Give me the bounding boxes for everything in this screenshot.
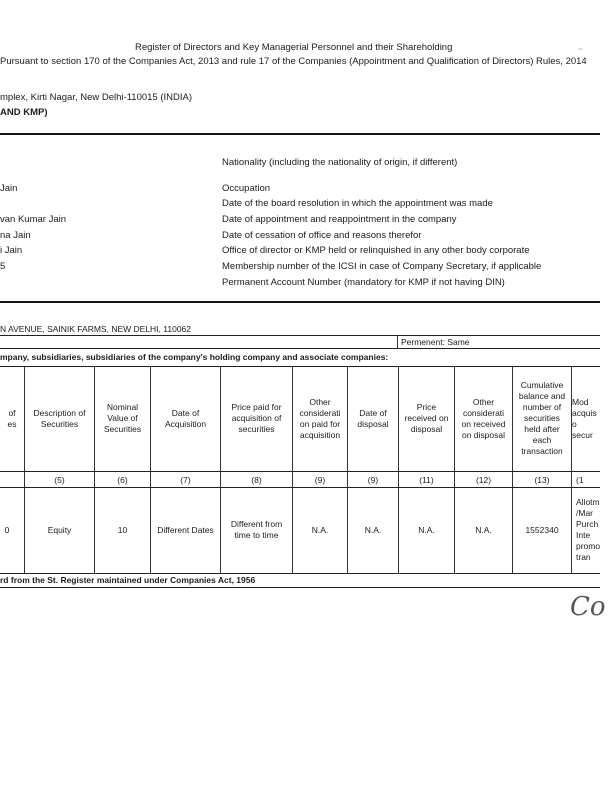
footer-note: rd from the St. Register maintained under Companies Act, 1956 bbox=[0, 575, 256, 585]
company-address: mplex, Kirti Nagar, New Delhi-110015 (INDIA) bbox=[0, 92, 193, 103]
scribble-mark: ~ bbox=[578, 44, 584, 54]
header-cell: Date of Acquisition bbox=[164, 407, 207, 429]
table-cell: Allotm /Mar Purch Inte promo tran bbox=[576, 497, 601, 562]
column-number: (12) bbox=[475, 475, 492, 485]
address-rule bbox=[0, 335, 600, 336]
column-number: (9) bbox=[314, 475, 326, 485]
header-cell: Other considerati on received on disposal bbox=[461, 396, 506, 440]
section-heading: AND KMP) bbox=[0, 107, 48, 118]
header-cell: Price paid for acquisition of securities bbox=[231, 402, 282, 434]
column-number: (7) bbox=[180, 475, 191, 485]
label-other-office: Office of director or KMP held or relinquished in any other body corporate bbox=[222, 245, 530, 256]
securities-heading: mpany, subsidiaries, subsidiaries of the company's holding company and associate companies: bbox=[0, 352, 389, 362]
name-fragment-1: Jain bbox=[0, 183, 18, 194]
table-cell: N.A. bbox=[418, 524, 435, 535]
residential-address: N AVENUE, SAINIK FARMS, NEW DELHI, 110062 bbox=[0, 324, 191, 334]
header-cell: Other considerati on paid for acquisition bbox=[299, 396, 341, 440]
name-fragment-3: na Jain bbox=[0, 230, 31, 241]
header-cell: Cumulative balance and number of securities held after each transaction bbox=[518, 380, 566, 456]
header-bottom-rule bbox=[0, 471, 600, 472]
header-cell: Nominal Value of Securities bbox=[103, 402, 142, 434]
label-board-resolution: Date of the board resolution in which the appointment was made bbox=[222, 198, 493, 209]
header-cell: Mod acquis o secur bbox=[572, 396, 597, 440]
label-occupation: Occupation bbox=[222, 183, 271, 194]
permanent-address: Permenent: Same bbox=[401, 337, 470, 347]
label-nationality: Nationality (including the nationality of origin, if different) bbox=[222, 157, 458, 168]
table-cell: 0 bbox=[4, 524, 10, 535]
name-fragment-4: i Jain bbox=[0, 245, 23, 256]
column-number: (11) bbox=[419, 475, 434, 485]
column-number: (9) bbox=[367, 475, 379, 485]
footer-rule bbox=[0, 587, 600, 588]
handwritten-note: Co bbox=[570, 592, 606, 622]
table-cell: N.A. bbox=[311, 524, 329, 535]
table-cell: Different Dates bbox=[157, 524, 214, 535]
column-number: (1 bbox=[576, 475, 584, 485]
table-cell: 1552340 bbox=[525, 524, 559, 535]
name-fragment-2: van Kumar Jain bbox=[0, 214, 67, 225]
register-title: Register of Directors and Key Managerial Personnel and their Shareholding bbox=[135, 42, 453, 53]
permanent-divider bbox=[397, 335, 398, 348]
name-fragment-5: 5 bbox=[0, 261, 6, 272]
register-subtitle: Pursuant to section 170 of the Companies Act, 2013 and rule 17 of the Companies (Appointment and Qualification of Directors) Rules, 2014 bbox=[0, 56, 587, 67]
label-membership: Membership number of the ICSI in case of Company Secretary, if applicable bbox=[222, 261, 542, 272]
label-pan: Permanent Account Number (mandatory for KMP if not having DIN) bbox=[222, 277, 505, 288]
header-cell: Date of disposal bbox=[357, 407, 389, 429]
header-cell: Price received on disposal bbox=[404, 402, 449, 434]
label-cessation: Date of cessation of office and reasons therefor bbox=[222, 230, 422, 241]
table-cell: N.A. bbox=[364, 524, 382, 535]
table-cell: Different from time to time bbox=[230, 519, 283, 540]
permanent-rule bbox=[0, 348, 600, 349]
divider-middle bbox=[0, 301, 600, 303]
table-cell: 10 bbox=[117, 524, 128, 535]
row-bottom-rule bbox=[0, 573, 600, 574]
column-number: (8) bbox=[251, 475, 262, 485]
header-cell: of es bbox=[7, 407, 17, 429]
header-cell: Description of Securities bbox=[33, 407, 86, 429]
label-appointment: Date of appointment and reappointment in the company bbox=[222, 214, 457, 225]
column-number: (6) bbox=[117, 475, 128, 485]
table-cell: Equity bbox=[47, 524, 72, 535]
divider-top bbox=[0, 133, 600, 135]
column-number: (13) bbox=[534, 475, 550, 485]
column-number: (5) bbox=[54, 475, 65, 485]
table-cell: N.A. bbox=[475, 524, 492, 535]
